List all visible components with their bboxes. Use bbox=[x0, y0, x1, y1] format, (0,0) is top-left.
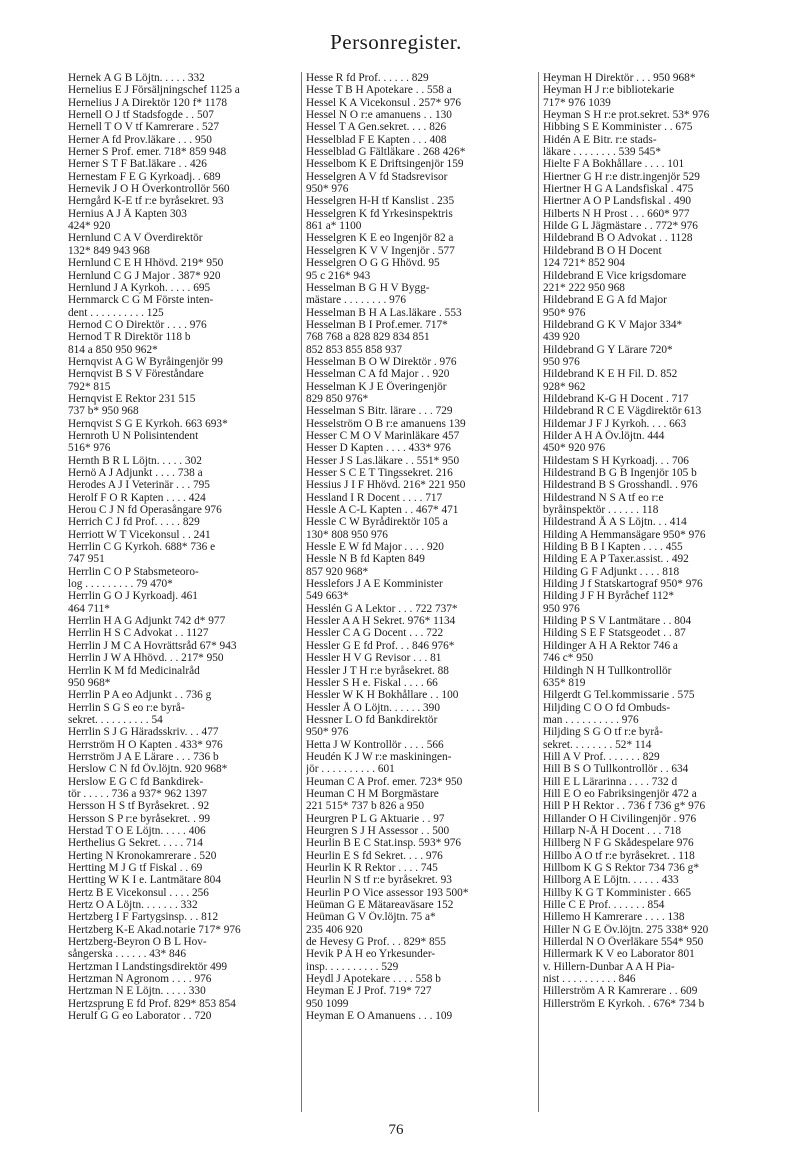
register-entry-line: Hessler G E fd Prof. . . 846 976* bbox=[306, 639, 455, 652]
register-entry-line: nist . . . . . . . . . . 846 bbox=[543, 973, 636, 986]
register-entry-line: Hertting M J G tf Fiskal . . 69 bbox=[68, 862, 203, 874]
register-entry-line: Heydl J Apotekare . . . . 558 b bbox=[306, 973, 441, 986]
register-entry-line: Hilding S E F Statsgeodet . . 87 bbox=[543, 627, 686, 640]
register-entry-line: Hilding P S V Lantmätare . . 804 bbox=[543, 615, 692, 628]
register-entry-line: Hesser D Kapten . . . . 433* 976 bbox=[306, 442, 451, 455]
register-entry-line: Hill P H Rektor . . 736 f 736 g* 976 bbox=[543, 800, 706, 813]
register-entry-line: Hernlund J A Kyrkoh. . . . . 695 bbox=[68, 281, 211, 294]
page-number: 76 bbox=[388, 1122, 404, 1138]
register-entry-line: Herrlin S J G Häradsskriv. . . 477 bbox=[68, 726, 219, 739]
register-entry-line: Hidén A E Bitr. r:e stads- bbox=[543, 133, 657, 146]
register-entry-line: Herodes A J I Veterinär . . . 795 bbox=[68, 479, 210, 492]
register-entry-line: Herrlin C G Kyrkoh. 688* 736 e bbox=[68, 541, 216, 554]
register-entry-line: Heyman S H r:e prot.sekret. 53* 976 bbox=[543, 109, 710, 122]
register-entry-line: Hildebrand R C E Vägdirektör 613 bbox=[543, 405, 702, 418]
register-entry-line: Herthelius G Sekret. . . . . 714 bbox=[68, 837, 203, 850]
register-entry-line: Heuman C A Prof. emer. 723* 950 bbox=[306, 775, 463, 788]
register-entry-line: Heyman H J r:e bibliotekarie bbox=[543, 84, 675, 97]
register-entry-line: Hesselman S Bitr. lärare . . . 729 bbox=[306, 405, 453, 418]
register-entry-line: tör . . . . . 736 a 937* 962 1397 bbox=[68, 787, 208, 800]
register-entry-line: Hertzberg K-E Akad.notarie 717* 976 bbox=[68, 923, 241, 936]
register-entry-line: Hernell T O V tf Kamrerare . 527 bbox=[68, 121, 220, 134]
register-entry-line: 235 406 920 bbox=[306, 923, 363, 936]
register-entry-line: Hilding B B I Kapten . . . . 455 bbox=[543, 541, 683, 554]
register-entry-line: Herrlin K M fd Medicinalråd bbox=[68, 664, 200, 677]
register-entry-line: Hessler S H e. Fiskal . . . . 66 bbox=[306, 676, 438, 689]
register-entry-line: Heuman C H M Borgmästare bbox=[306, 787, 439, 800]
register-entry-line: Hessle N B fd Kapten 849 bbox=[306, 553, 425, 566]
register-entry-line: Hernelius J A Direktör 120 f* 1178 bbox=[68, 96, 227, 109]
register-entry-line: Hernqvist B S V Föreståndare bbox=[68, 368, 204, 381]
register-entry-line: Herner A fd Prov.läkare . . . 950 bbox=[68, 133, 212, 146]
register-entry-line: Herting N Kronokamrerare . 520 bbox=[68, 849, 217, 862]
register-entry-line: Hessle A C-L Kapten . . 467* 471 bbox=[306, 504, 459, 517]
register-entry-line: Hille C E Prof. . . . . . . 854 bbox=[543, 899, 665, 912]
register-entry-line: Hernqvist E Rektor 231 515 bbox=[68, 392, 196, 405]
register-entry-line: Heüman G V Öv.löjtn. 75 a* bbox=[306, 911, 436, 924]
register-entry-line: Hildemar J F J Kyrkoh. . . . 663 bbox=[543, 417, 687, 430]
register-entry-line: 928* 962 bbox=[543, 380, 586, 393]
register-entry-line: log . . . . . . . . . 79 470* bbox=[68, 578, 173, 591]
register-entry-line: Hertz B E Vicekonsul . . . . 256 bbox=[68, 886, 209, 899]
register-entry-line: Heurgren S J H Assessor . . 500 bbox=[306, 824, 450, 837]
register-entry-line: Hesselblad G Fältläkare . 268 426* bbox=[306, 146, 466, 159]
register-entry-line: Heyman E J Prof. 719* 727 bbox=[306, 985, 432, 998]
register-entry-line: Hernlund C A V Överdirektör bbox=[68, 232, 203, 245]
register-entry-line: Hessle E W fd Major . . . . 920 bbox=[306, 541, 444, 554]
register-entry-line: insp. . . . . . . . . . 529 bbox=[306, 960, 399, 973]
register-entry-line: Herulf G G eo Laborator . . 720 bbox=[68, 1010, 212, 1023]
register-entry-line: 516* 976 bbox=[68, 442, 111, 455]
register-entry-line: Herrlin H A G Adjunkt 742 d* 977 bbox=[68, 615, 226, 628]
register-entry-line: Hill B S O Tullkontrollör . . 634 bbox=[543, 763, 689, 776]
register-entry-line: Hertting W K I e. Lantmätare 804 bbox=[68, 874, 221, 887]
register-entry-line: Hesser J S Las.läkare . . 551* 950 bbox=[306, 454, 460, 467]
register-entry-line: Hill E O eo Fabriksingenjör 472 a bbox=[543, 787, 697, 800]
register-entry-line: Hernqvist S G E Kyrkoh. 663 693* bbox=[68, 417, 228, 430]
register-entry-line: Herou C J N fd Operasångare 976 bbox=[68, 504, 222, 517]
register-entry-line: Hildebrand K E H Fil. D. 852 bbox=[543, 368, 678, 381]
register-entry-line: Herrlin P A eo Adjunkt . . 736 g bbox=[68, 689, 212, 702]
register-entry-line: Hesselman B H A Las.läkare . 553 bbox=[306, 306, 462, 319]
register-entry-line: de Hevesy G Prof. . . 829* 855 bbox=[306, 936, 446, 949]
register-entry-line: Hertzsprung E fd Prof. 829* 853 854 bbox=[68, 997, 236, 1010]
register-entry-line: Hill E L Lärarinna . . . . 732 d bbox=[543, 775, 678, 788]
register-entry-line: Hevik P A H eo Yrkesunder- bbox=[306, 948, 436, 961]
register-entry-line: Herrlin J W A Hhövd. . . 217* 950 bbox=[68, 652, 224, 665]
register-entry-line: 950* 976 bbox=[543, 306, 586, 319]
page-title: Personregister. bbox=[330, 30, 462, 54]
register-entry-line: Herner S T F Bat.läkare . . 426 bbox=[68, 158, 207, 171]
register-columns bbox=[64, 72, 776, 1112]
register-entry-line: sångerska . . . . . . 43* 846 bbox=[68, 948, 186, 961]
register-entry-line: 950 968* bbox=[68, 676, 111, 689]
register-entry-line: Hilding E A P Taxer.assist. . 492 bbox=[543, 553, 689, 566]
register-entry-line: Hesser C M O V Marinläkare 457 bbox=[306, 429, 460, 442]
register-entry-line: Hessel T A Gen.sekret. . . . 826 bbox=[306, 121, 447, 134]
register-entry-line: Hernestam F E G Kyrkoadj. . 689 bbox=[68, 170, 221, 183]
register-entry-line: Hernqvist A G W Byråingenjör 99 bbox=[68, 355, 223, 368]
register-entry-line: Herner S Prof. emer. 718* 859 948 bbox=[68, 146, 227, 159]
register-entry-line: Hibbing S E Komminister . . 675 bbox=[543, 121, 693, 134]
register-entry-line: 747 951 bbox=[68, 553, 105, 566]
register-entry-line: Hernevik J O H Överkontrollör 560 bbox=[68, 183, 230, 196]
register-entry-line: Hesslén G A Lektor . . . 722 737* bbox=[306, 602, 458, 615]
register-entry-line: läkare . . . . . . . . 539 545* bbox=[543, 146, 661, 159]
register-entry-line: Heüman G E Mätareaväsare 152 bbox=[306, 899, 454, 912]
register-entry-line: Hesselbom K E Driftsingenjör 159 bbox=[306, 158, 464, 171]
register-entry-line: Hessel K A Vicekonsul . 257* 976 bbox=[306, 96, 462, 109]
register-entry-line: Hilgerdt G Tel.kommissarie . 575 bbox=[543, 689, 695, 702]
register-entry-line: byråinspektör . . . . . . 118 bbox=[543, 504, 659, 517]
register-entry-line: 221* 222 950 968 bbox=[543, 281, 625, 294]
register-entry-line: Hessler Å O Löjtn. . . . . . 390 bbox=[306, 701, 440, 714]
register-entry-line: sekret. . . . . . . . 52* 114 bbox=[543, 738, 652, 751]
register-entry-line: Hessler H V G Revisor . . . 81 bbox=[306, 652, 442, 665]
register-entry-line: Hildestam S H Kyrkoadj. . . 706 bbox=[543, 454, 689, 467]
register-entry-line: jör . . . . . . . . . . 601 bbox=[306, 763, 395, 776]
register-entry-line: Hesse R fd Prof. . . . . . 829 bbox=[306, 72, 429, 84]
register-entry-line: Hesselgren A V fd Stadsrevisor bbox=[306, 170, 448, 183]
register-entry-line: Hill A V Prof. . . . . . . 829 bbox=[543, 750, 660, 763]
register-entry-line: Hielte F A Bokhållare . . . . 101 bbox=[543, 158, 685, 171]
register-entry-line: Hernth B R L Löjtn. . . . . 302 bbox=[68, 454, 202, 467]
register-entry-line: Hillerström A R Kamrerare . . 609 bbox=[543, 985, 698, 998]
register-entry-line: Hessner L O fd Bankdirektör bbox=[306, 713, 438, 726]
register-entry-line: 857 920 968* bbox=[306, 565, 369, 578]
register-entry-line: dent . . . . . . . . . . 125 bbox=[68, 306, 164, 319]
register-entry-line: Hildebrand G K V Major 334* bbox=[543, 318, 683, 331]
register-entry-line: Herrström H O Kapten . 433* 976 bbox=[68, 738, 223, 751]
register-entry-line: Hildinger A H A Rektor 746 a bbox=[543, 639, 678, 652]
register-entry-line: Heyman H Direktör . . . 950 968* bbox=[543, 72, 696, 84]
register-entry-line: Hernius A J Å Kapten 303 bbox=[68, 207, 187, 220]
register-entry-line: 950* 976 bbox=[306, 726, 349, 739]
register-entry-line: Hertzman N E Löjtn. . . . . 330 bbox=[68, 985, 206, 998]
register-entry-line: Hillermark K V eo Laborator 801 bbox=[543, 948, 695, 961]
register-entry-line: Hessland I R Docent . . . . 717 bbox=[306, 491, 443, 504]
register-entry-line: Hillbom K G S Rektor 734 736 g* bbox=[543, 862, 699, 874]
register-entry-line: v. Hillern-Dunbar A A H Pia- bbox=[543, 960, 675, 973]
register-entry-line: Hessler C A G Docent . . . 722 bbox=[306, 627, 444, 640]
register-entry-line: Hernelius E J Försäljningschef 1125 a bbox=[68, 84, 240, 97]
register-entry-line: Hernroth U N Polisintendent bbox=[68, 429, 199, 442]
register-entry-line: Hernlund C G J Major . 387* 920 bbox=[68, 269, 221, 282]
register-entry-line: Hessel N O r:e amanuens . . 130 bbox=[306, 109, 452, 122]
register-entry-line: 464 711* bbox=[68, 602, 110, 615]
register-entry-line: Herrlin H S C Advokat . . 1127 bbox=[68, 627, 209, 640]
register-entry-line: Hildebrand B O Advokat . . 1128 bbox=[543, 232, 693, 245]
register-entry-line: Hesse T B H Apotekare . . 558 a bbox=[306, 84, 452, 97]
register-entry-line: Hilde G L Jägmästare . . 772* 976 bbox=[543, 220, 698, 233]
register-entry-line: 950* 976 bbox=[306, 183, 349, 196]
register-entry-line: Hesselblad F E Kapten . . . 408 bbox=[306, 133, 447, 146]
register-entry-line: Hesselgren H-H tf Kanslist . 235 bbox=[306, 195, 455, 208]
register-entry-line: Hillborg A E Löjtn. . . . . . 433 bbox=[543, 874, 679, 887]
register-entry-line: Hernö A J Adjunkt . . . . 738 a bbox=[68, 467, 203, 479]
register-entry-line: Hernek A G B Löjtn. . . . . 332 bbox=[68, 72, 205, 84]
register-entry-line: Hillander O H Civilingenjör . 976 bbox=[543, 812, 697, 825]
register-entry-line: 746 c* 950 bbox=[543, 652, 594, 665]
register-entry-line: Hessius J I F Hhövd. 216* 221 950 bbox=[306, 479, 466, 492]
register-entry-line: Hildebrand K-G H Docent . 717 bbox=[543, 392, 689, 405]
register-entry-line: Hiertner H G A Landsfiskal . 475 bbox=[543, 183, 694, 196]
register-entry-line: Hessler J T H r:e byråsekret. 88 bbox=[306, 664, 449, 677]
register-entry-line: Hesselman C A fd Major . . 920 bbox=[306, 368, 450, 381]
register-entry-line: 950 976 bbox=[543, 602, 580, 615]
register-entry-line: Hessler A A H Sekret. 976* 1134 bbox=[306, 615, 456, 628]
register-entry-line: 130* 808 950 976 bbox=[306, 528, 388, 541]
register-entry-line: Hessle C W Byrådirektör 105 a bbox=[306, 516, 448, 529]
register-entry-line: Hilding A Hemmansägare 950* 976 bbox=[543, 528, 706, 541]
register-entry-line: Hertzberg I F Fartygsinsp. . . 812 bbox=[68, 911, 219, 924]
register-entry-line: Hildebrand E G A fd Major bbox=[543, 294, 667, 307]
register-entry-line: Hesselström O B r:e amanuens 139 bbox=[306, 417, 466, 430]
register-entry-line: Hillbo A O tf r:e byråsekret. . 118 bbox=[543, 849, 695, 862]
register-entry-line: 95 c 216* 943 bbox=[306, 269, 371, 282]
register-entry-line: Hesselgren K V V Ingenjör . 577 bbox=[306, 244, 455, 257]
register-entry-line: Hersson S P r:e byråsekret. . 99 bbox=[68, 812, 211, 825]
register-entry-line: Hillerdal N O Överläkare 554* 950 bbox=[543, 936, 704, 949]
register-entry-line: Heyman E O Amanuens . . . 109 bbox=[306, 1010, 453, 1023]
register-entry-line: Hernod T R Direktör 118 b bbox=[68, 331, 191, 344]
register-entry-line: 950 976 bbox=[543, 355, 580, 368]
register-entry-line: 768 768 a 828 829 834 851 bbox=[306, 331, 430, 344]
register-entry-line: Hildebrand B O H Docent bbox=[543, 244, 662, 257]
register-entry-line: Hiller N G E Öv.löjtn. 275 338* 920 bbox=[543, 923, 709, 936]
register-entry-line: Hillarp N-Å H Docent . . . 718 bbox=[543, 824, 682, 837]
register-entry-line: Hildestrand Å A S Löjtn. . . 414 bbox=[543, 516, 687, 529]
register-entry-line: Herolf F O R Kapten . . . . 424 bbox=[68, 491, 206, 504]
register-entry-line: Hernod C O Direktör . . . . 976 bbox=[68, 318, 207, 331]
register-entry-line: Hilding G F Adjunkt . . . . 818 bbox=[543, 565, 680, 578]
register-entry-line: Hiertner A O P Landsfiskal . 490 bbox=[543, 195, 691, 208]
register-entry-line: man . . . . . . . . . . 976 bbox=[543, 713, 639, 726]
register-entry-line: Hersson H S tf Byråsekret. . 92 bbox=[68, 800, 210, 813]
register-entry-line: 221 515* 737 b 826 a 950 bbox=[306, 800, 424, 813]
register-entry-line: Hertzman N Agronom . . . . 976 bbox=[68, 973, 212, 986]
register-entry-line: Hilder A H A Öv.löjtn. 444 bbox=[543, 429, 665, 442]
register-entry-line: 737 b* 950 968 bbox=[68, 405, 139, 418]
register-entry-line: Hesselgren O G G Hhövd. 95 bbox=[306, 257, 440, 270]
register-entry-line: Herrlin G O J Kyrkoadj. 461 bbox=[68, 590, 198, 603]
register-entry-line: sekret. . . . . . . . . . 54 bbox=[68, 713, 163, 726]
register-entry-line: mästare . . . . . . . . 976 bbox=[306, 294, 407, 307]
register-entry-line: Hildestrand N S A tf eo r:e bbox=[543, 491, 664, 504]
register-entry-line: Herngård K-E tf r:e byråsekret. 93 bbox=[68, 195, 224, 208]
register-entry-line: Hildestrand B G B Ingenjör 105 b bbox=[543, 467, 697, 479]
register-entry-line: Heurlin N S tf r:e byråsekret. 93 bbox=[306, 874, 452, 887]
register-entry-line: Hernlund C E H Hhövd. 219* 950 bbox=[68, 257, 224, 270]
register-entry-line: Herrlin C O P Stabsmeteoro- bbox=[68, 565, 199, 578]
register-entry-line: Hilding J F H Byråchef 112* bbox=[543, 590, 675, 603]
register-entry-line: Hesselgren K fd Yrkesinspektris bbox=[306, 207, 453, 220]
register-column-1 bbox=[64, 72, 301, 1112]
register-column-2 bbox=[301, 72, 538, 1112]
register-entry-line: Herrlin J M C A Hovrättsråd 67* 943 bbox=[68, 639, 237, 652]
register-entry-line: Hiljding C O O fd Ombuds- bbox=[543, 701, 671, 714]
register-entry-line: 424* 920 bbox=[68, 220, 111, 233]
register-entry-line: Herstad T O E Löjtn. . . . . 406 bbox=[68, 824, 206, 837]
register-entry-line: 439 920 bbox=[543, 331, 580, 344]
register-entry-line: Hessler W K H Bokhållare . . 100 bbox=[306, 689, 459, 702]
register-entry-line: Hesselman B G H V Bygg- bbox=[306, 281, 430, 294]
register-entry-line: Hesselman K J E Överingenjör bbox=[306, 380, 447, 393]
register-entry-line: 132* 849 943 968 bbox=[68, 244, 150, 257]
register-entry-line: Hillerström E Kyrkoh. . 676* 734 b bbox=[543, 997, 705, 1010]
register-entry-line: Hildebrand G Y Lärare 720* bbox=[543, 343, 673, 356]
register-entry-line: 549 663* bbox=[306, 590, 349, 603]
register-entry-line: Heurlin E S fd Sekret. . . . 976 bbox=[306, 849, 443, 862]
register-entry-line: Heurlin P O Vice assessor 193 500* bbox=[306, 886, 469, 899]
register-entry-line: Heudén K J W r:e maskiningen- bbox=[306, 750, 452, 763]
register-entry-line: Hillby K G T Komminister . 665 bbox=[543, 886, 692, 899]
register-entry-line: 852 853 855 858 937 bbox=[306, 343, 403, 356]
register-entry-line: 814 a 850 950 962* bbox=[68, 343, 158, 356]
register-entry-line: Herriott W T Vicekonsul . . 241 bbox=[68, 528, 211, 541]
register-entry-line: Herrich C J fd Prof. . . . . 829 bbox=[68, 516, 200, 529]
register-entry-line: Hildestrand B S Grosshandl. . 976 bbox=[543, 479, 698, 492]
register-entry-line: Hillemo H Kamrerare . . . . 138 bbox=[543, 911, 685, 924]
register-entry-line: 450* 920 976 bbox=[543, 442, 606, 455]
register-entry-line: Hetta J W Kontrollör . . . . 566 bbox=[306, 738, 444, 751]
register-column-3 bbox=[538, 72, 775, 1112]
register-entry-line: Hernell O J tf Stadsfogde . . 507 bbox=[68, 109, 214, 122]
register-entry-line: Herrström J A E Lärare . . . 736 b bbox=[68, 750, 219, 763]
register-entry-line: 124 721* 852 904 bbox=[543, 257, 625, 270]
register-entry-line: 950 1099 bbox=[306, 997, 349, 1010]
register-entry-line: 861 a* 1100 bbox=[306, 220, 362, 233]
register-entry-line: Hesser S C E T Tingssekret. 216 bbox=[306, 467, 453, 479]
register-entry-line: Hernmarck C G M Förste inten- bbox=[68, 294, 214, 307]
register-entry-line: Herrlin S G S eo r:e byrå- bbox=[68, 701, 185, 714]
register-entry-line: Hesselman B I Prof.emer. 717* bbox=[306, 318, 448, 331]
register-entry-line: Hiertner G H r:e distr.ingenjör 529 bbox=[543, 170, 700, 183]
register-entry-line: 717* 976 1039 bbox=[543, 96, 611, 109]
register-entry-line: Hilding J f Statskartograf 950* 976 bbox=[543, 578, 703, 591]
register-entry-line: Heurlin B E C Stat.insp. 593* 976 bbox=[306, 837, 462, 850]
register-entry-line: 829 850 976* bbox=[306, 392, 369, 405]
register-entry-line: Hertz O A Löjtn. . . . . . . 332 bbox=[68, 899, 198, 912]
register-entry-line: Heurgren P L G Aktuarie . . 97 bbox=[306, 812, 445, 825]
register-entry-line: Hesslefors J A E Komminister bbox=[306, 578, 443, 591]
register-entry-line: Herslow E G C fd Bankdirek- bbox=[68, 775, 204, 788]
register-entry-line: 635* 819 bbox=[543, 676, 586, 689]
register-entry-line: Hillberg N F G Skådespelare 976 bbox=[543, 837, 694, 850]
register-entry-line: Heurlin K R Rektor . . . . 745 bbox=[306, 862, 438, 874]
register-entry-line: Hesselman B O W Direktör . 976 bbox=[306, 355, 457, 368]
register-entry-line: Hertzberg-Beyron O B L Hov- bbox=[68, 936, 207, 949]
register-entry-line: Herslow C N fd Öv.löjtn. 920 968* bbox=[68, 763, 228, 776]
register-entry-line: Hiljding S G O tf r:e byrå- bbox=[543, 726, 663, 739]
register-entry-line: Hesselgren K E eo Ingenjör 82 a bbox=[306, 232, 454, 245]
register-entry-line: Hilberts N H Prost . . . 660* 977 bbox=[543, 207, 690, 220]
register-entry-line: Hertzman I Landstingsdirektör 499 bbox=[68, 960, 228, 973]
register-entry-line: 792* 815 bbox=[68, 380, 111, 393]
register-entry-line: Hildebrand E Vice krigsdomare bbox=[543, 269, 687, 282]
register-entry-line: Hildingh N H Tullkontrollör bbox=[543, 664, 672, 677]
